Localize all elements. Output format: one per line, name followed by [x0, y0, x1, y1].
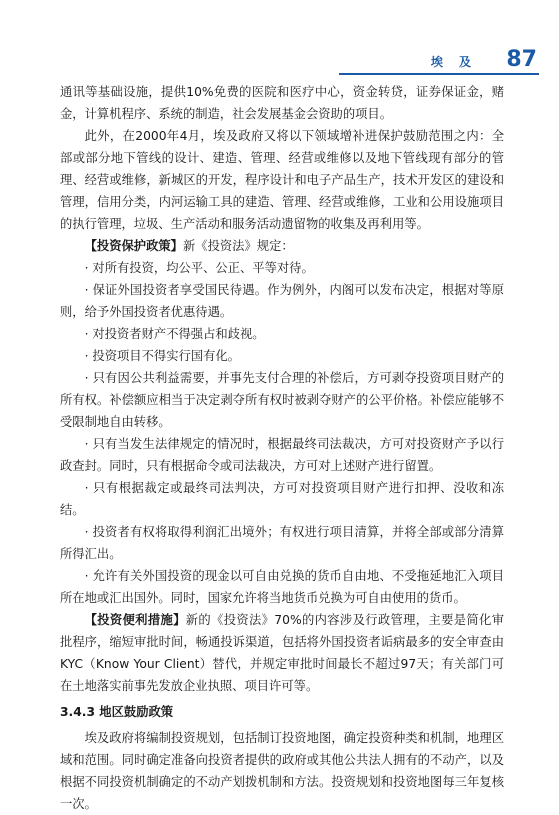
running-header: [339, 43, 539, 77]
bullet-item: · 只有根据裁定或最终司法判决，方可对投资项目财产进行扣押、没收和冻结。: [60, 481, 504, 517]
bullet-item: · 投资者有权将取得利润汇出境外；有权进行项目清算，并将全部或部分清算所得汇出。: [60, 525, 504, 561]
paragraph-facilitation: 【投资便利措施】新的《投资法》70%的内容涉及行政管理，主要是简化审批程序，缩短审批时间，畅通投诉渠道，包括将外国投资者诟病最多的安全审查由KYC（Know Your Client）替代，并规定审批时间最长不超过97天；有关部门可在土地落实前事先发放企业执照、项目许可等。: [60, 613, 504, 693]
bullet-item: · 只有当发生法律规定的情况时，根据最终司法裁决，方可对投资财产予以行政查封。同时，只有根据命令或司法裁决，方可对上述财产进行留置。: [60, 437, 504, 473]
section-number: 3.4.3: [60, 705, 96, 719]
section-title: 地区鼓励政策: [99, 705, 174, 719]
section-heading: [60, 701, 504, 723]
paragraph: 此外，在2000年4月，埃及政府又将以下领域增补进保护鼓励范围之内：全部或部分地下管线的设计、建造、管理、经营或维修以及地下管线现有部分的管理、经营或维修，新城区的开发，程序设计和电子产品生产，技术开发区的建设和管理，信用分类，内河运输工具的建造、管理、经营或维修，工业和公用设施项目的执行管理，垃圾、生产活动和服务活动遗留物的收集及再利用等。: [60, 129, 504, 231]
paragraph-closing: 埃及政府将编制投资规划，包括制订投资地图，确定投资种类和机制，地理区域和范围。同时确定准备向投资者提供的政府或其他公共法人拥有的不动产，以及根据不同投资机制确定的不动产划拨机制和方法。投资规划和投资地图每三年复核一次。: [60, 731, 504, 811]
bullet-item: · 对所有投资，均公平、公正、平等对待。: [84, 261, 314, 275]
bullet-item: · 保证外国投资者享受国民待遇。作为例外，内阁可以发布决定，根据对等原则，给予外国投资者优惠待遇。: [60, 283, 504, 319]
bullet-item: · 投资项目不得实行国有化。: [84, 349, 240, 363]
paragraph-continued: 通讯等基础设施，提供10%免费的医院和医疗中心，资金转贷，证券保证金，赌金，计算机程序、系统的制造，社会发展基金会资助的项目。: [60, 85, 504, 121]
body-text: [60, 81, 504, 815]
bullet-item: · 对投资者财产不得强占和歧视。: [84, 327, 265, 341]
paragraph-heading: 【投资便利措施】: [84, 613, 186, 627]
header-rule: [339, 73, 539, 75]
page-number: 87: [506, 47, 537, 72]
paragraph-protection-policy: 【投资保护政策】新《投资法》规定：: [84, 239, 294, 253]
bullet-item: · 允许有关外国投资的现金以可自由兑换的货币自由地、不受拖延地汇入项目所在地或汇出国外。同时，国家允许将当地货币兑换为可自由使用的货币。: [60, 569, 504, 605]
paragraph-heading: 【投资保护政策】: [84, 239, 183, 253]
chapter-label: 埃 及: [430, 55, 477, 69]
bullet-item: · 只有因公共利益需要，并事先支付合理的补偿后，方可剥夺投资项目财产的所有权。补偿额应相当于决定剥夺所有权时被剥夺财产的公平价格。补偿应能够不受限制地自由转移。: [60, 371, 504, 429]
